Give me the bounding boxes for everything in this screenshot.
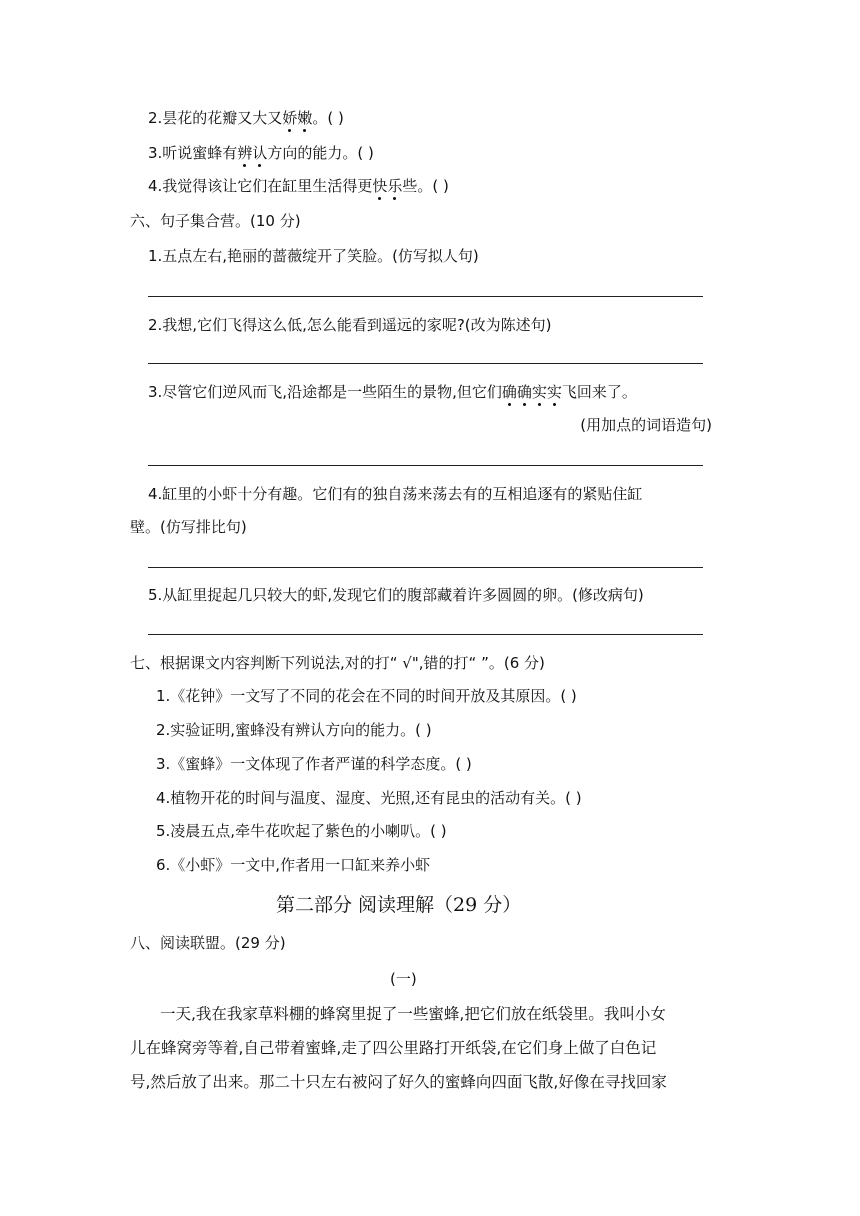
s5-q2: 2.昙花的花瓣又大又娇嫩。( ) bbox=[148, 109, 344, 127]
s6-q3: 3.尽管它们逆风而飞,沿途都是一些陌生的景物,但它们确确实实飞回来了。 bbox=[148, 383, 637, 401]
s7-item: 3.《蜜蜂》一文体现了作者严谨的科学态度。( ) bbox=[156, 755, 472, 773]
answer-line[interactable] bbox=[148, 363, 703, 364]
s6-q5: 5.从缸里捉起几只较大的虾,发现它们的腹部藏着许多圆圆的卵。(修改病句) bbox=[148, 586, 644, 604]
s5-q4: 4.我觉得该让它们在缸里生活得更快乐些。( ) bbox=[148, 177, 449, 195]
s7-item: 1.《花钟》一文写了不同的花会在不同的时间开放及其原因。( ) bbox=[156, 687, 577, 705]
s7-item: 5.凌晨五点,牵牛花吹起了紫色的小喇叭。( ) bbox=[156, 822, 447, 840]
passage-number: (一) bbox=[390, 970, 417, 988]
passage-line: 一天,我在我家草料棚的蜂窝里捉了一些蜜蜂,把它们放在纸袋里。我叫小女 bbox=[160, 1005, 666, 1023]
passage-line: 儿在蜂窝旁等着,自己带着蜜蜂,走了四公里路打开纸袋,在它们身上做了白色记 bbox=[130, 1039, 657, 1057]
s6-q4-line2: 壁。(仿写排比句) bbox=[130, 518, 247, 536]
s7-item: 4.植物开花的时间与温度、湿度、光照,还有昆虫的活动有关。( ) bbox=[156, 789, 582, 807]
s6-q1: 1.五点左右,艳丽的蔷薇绽开了笑脸。(仿写拟人句) bbox=[148, 247, 479, 265]
answer-line[interactable] bbox=[148, 296, 703, 297]
section8-heading: 八、阅读联盟。(29 分) bbox=[130, 934, 286, 952]
s6-q2: 2.我想,它们飞得这么低,怎么能看到遥远的家呢?(改为陈述句) bbox=[148, 316, 552, 334]
answer-line[interactable] bbox=[148, 634, 703, 635]
s5-q3: 3.听说蜜蜂有辨认方向的能力。( ) bbox=[148, 144, 374, 162]
part2-title: 第二部分 阅读理解（29 分） bbox=[276, 894, 522, 916]
answer-line[interactable] bbox=[148, 567, 703, 568]
passage-line: 号,然后放了出来。那二十只左右被闷了好久的蜜蜂向四面飞散,好像在寻找回家 bbox=[130, 1073, 667, 1091]
s7-item: 6.《小虾》一文中,作者用一口缸来养小虾 bbox=[156, 856, 431, 874]
s6-q4-line1: 4.缸里的小虾十分有趣。它们有的独自荡来荡去有的互相追逐有的紧贴住缸 bbox=[148, 485, 643, 503]
section7-heading: 七、根据课文内容判断下列说法,对的打“ √",错的打“ ”。(6 分) bbox=[130, 654, 545, 672]
section6-heading: 六、句子集合营。(10 分) bbox=[130, 212, 301, 230]
s6-q3-note: (用加点的词语造句) bbox=[580, 416, 712, 434]
answer-line[interactable] bbox=[148, 465, 703, 466]
s7-item: 2.实验证明,蜜蜂没有辨认方向的能力。( ) bbox=[156, 721, 432, 739]
